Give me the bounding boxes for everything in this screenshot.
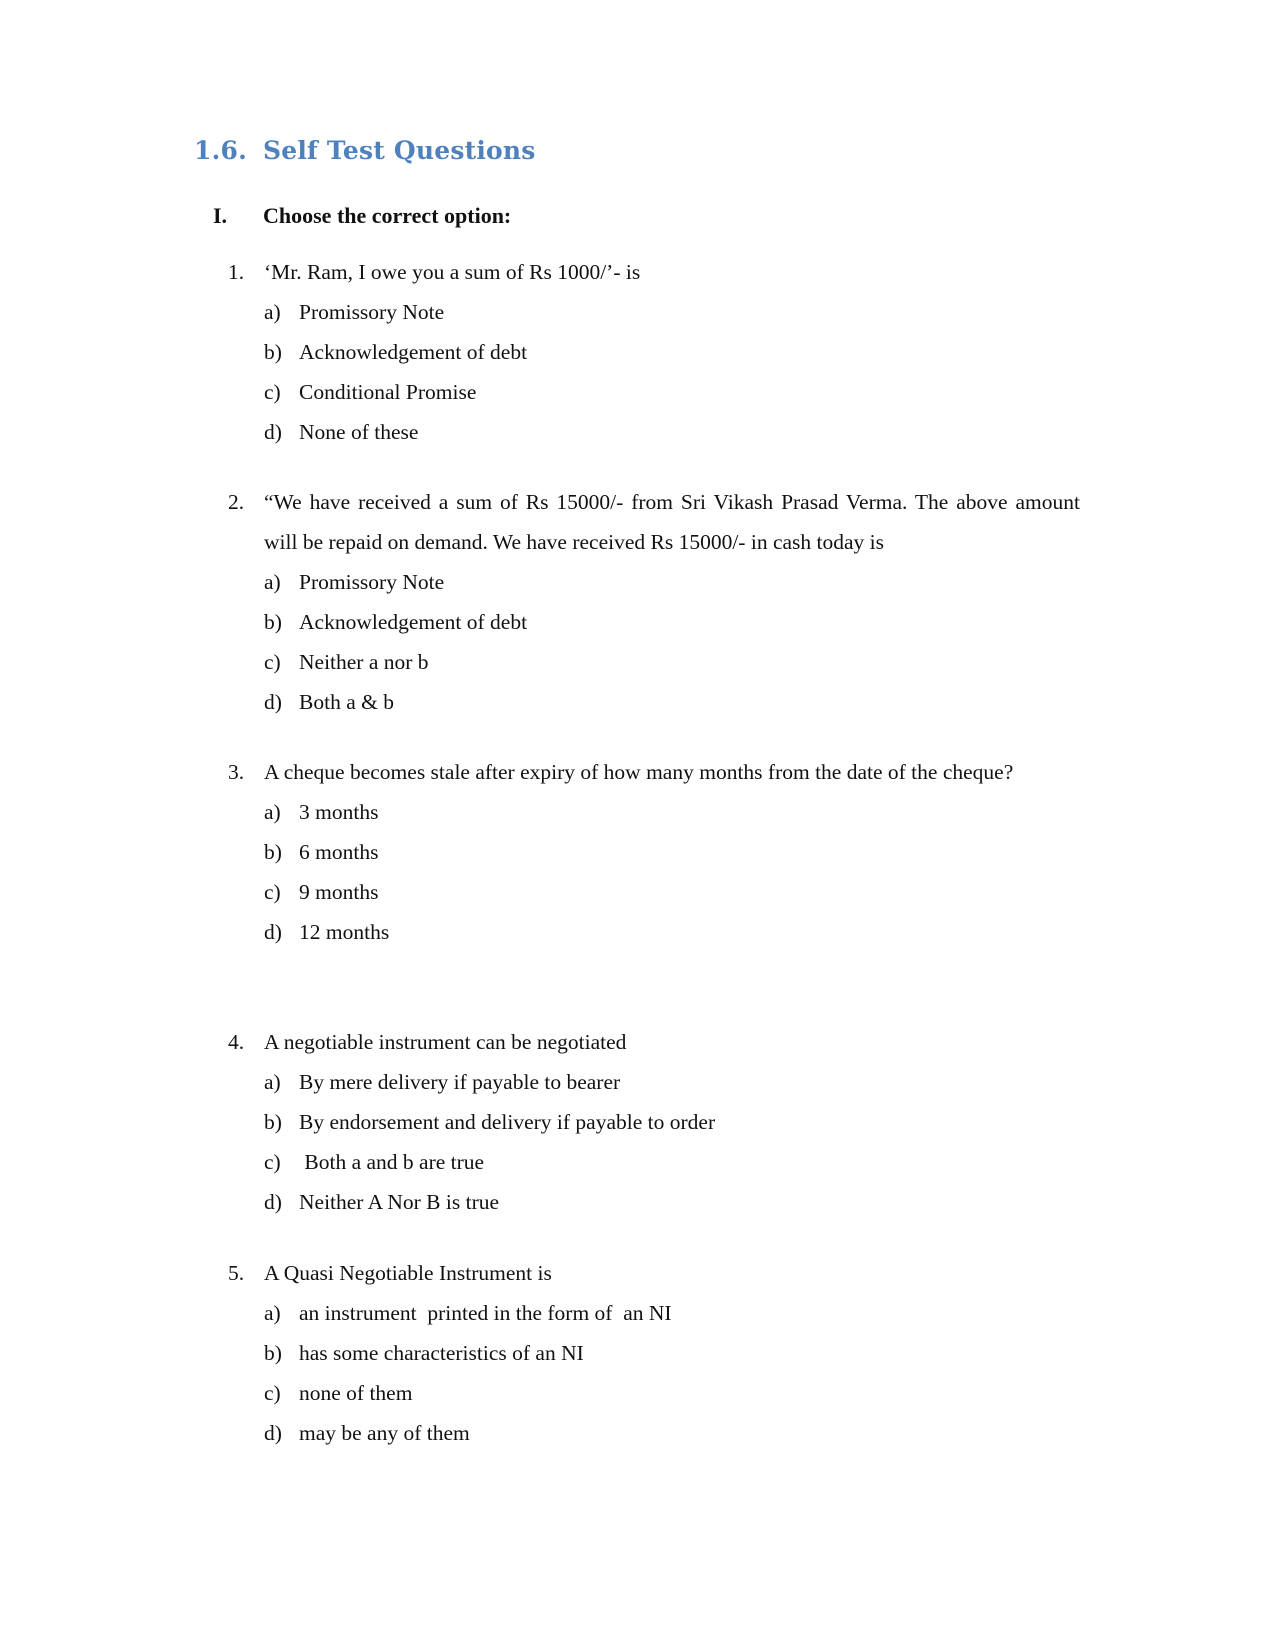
option-text: 9 months — [299, 880, 379, 904]
option-text: may be any of them — [299, 1421, 470, 1445]
option-text: Acknowledgement of debt — [299, 610, 528, 634]
option-c — [264, 1373, 1080, 1413]
option-d — [264, 682, 1080, 722]
option-letter: b) — [264, 840, 282, 864]
option-text: Acknowledgement of debt — [299, 340, 528, 364]
option-text: Conditional Promise — [299, 380, 477, 404]
option-a — [264, 1293, 1080, 1333]
option-b — [264, 832, 1080, 872]
part-numeral: I. — [213, 203, 228, 228]
option-a — [264, 1062, 1080, 1102]
option-text: None of these — [299, 420, 419, 444]
option-text: Promissory Note — [299, 300, 445, 324]
option-d — [264, 1413, 1080, 1453]
option-text: none of them — [299, 1381, 413, 1405]
option-letter: b) — [264, 610, 282, 634]
question-3 — [228, 752, 1080, 952]
option-letter: d) — [264, 1190, 282, 1214]
option-text: Neither A Nor B is true — [299, 1190, 500, 1214]
question-2 — [228, 482, 1080, 722]
option-letter: b) — [264, 1110, 282, 1134]
option-letter: d) — [264, 690, 282, 714]
option-letter: c) — [264, 380, 281, 404]
option-letter: b) — [264, 1341, 282, 1365]
question-text: A Quasi Negotiable Instrument is — [264, 1261, 552, 1285]
question-text: A negotiable instrument can be negotiated — [264, 1030, 627, 1054]
option-letter: a) — [264, 800, 281, 824]
question-5 — [228, 1253, 1080, 1453]
option-letter: c) — [264, 1381, 281, 1405]
option-text: 6 months — [299, 840, 379, 864]
option-letter: c) — [264, 650, 281, 674]
option-text: 12 months — [299, 920, 390, 944]
option-a — [264, 792, 1080, 832]
option-text: By mere delivery if payable to bearer — [299, 1070, 621, 1094]
question-4 — [228, 1022, 1080, 1222]
option-d — [264, 1182, 1080, 1222]
option-d — [264, 412, 1080, 452]
section-number: 1.6. — [194, 136, 247, 165]
question-number: 1. — [228, 260, 245, 284]
question-number: 5. — [228, 1261, 245, 1285]
option-text: By endorsement and delivery if payable to order — [299, 1110, 716, 1134]
option-b — [264, 1102, 1080, 1142]
question-text: A cheque becomes stale after expiry of how many months from the date of the cheque? — [264, 760, 1014, 784]
option-text: Both a & b — [299, 690, 394, 714]
option-text: Neither a nor b — [299, 650, 429, 674]
question-text: ‘Mr. Ram, I owe you a sum of Rs 1000/’- is — [264, 260, 641, 284]
question-text: “We have received a sum of Rs 15000/- from Sri Vikash Prasad Verma. The above amount will be repaid on demand. We have received Rs 15000/- in cash today is — [264, 490, 1080, 554]
option-letter: a) — [264, 300, 281, 324]
option-letter: d) — [264, 920, 282, 944]
option-letter: d) — [264, 420, 282, 444]
option-letter: b) — [264, 340, 282, 364]
option-letter: a) — [264, 1301, 281, 1325]
option-c — [264, 372, 1080, 412]
option-a — [264, 562, 1080, 602]
question-number: 2. — [228, 490, 245, 514]
section-title: Self Test Questions — [263, 136, 536, 165]
option-letter: c) — [264, 880, 281, 904]
option-text: Both a and b are true — [299, 1150, 485, 1174]
part-heading — [213, 203, 511, 229]
option-text: an instrument printed in the form of an NI — [299, 1301, 672, 1325]
option-c — [264, 1142, 1080, 1182]
part-instruction: Choose the correct option: — [263, 203, 512, 228]
question-number: 3. — [228, 760, 245, 784]
option-text: Promissory Note — [299, 570, 445, 594]
option-text: has some characteristics of an NI — [299, 1341, 584, 1365]
option-d — [264, 912, 1080, 952]
option-b — [264, 332, 1080, 372]
section-heading — [194, 136, 536, 165]
option-a — [264, 292, 1080, 332]
option-b — [264, 602, 1080, 642]
option-letter: a) — [264, 1070, 281, 1094]
option-letter: c) — [264, 1150, 281, 1174]
option-text: 3 months — [299, 800, 379, 824]
question-number: 4. — [228, 1030, 245, 1054]
question-1 — [228, 252, 1080, 452]
option-b — [264, 1333, 1080, 1373]
option-c — [264, 642, 1080, 682]
option-letter: d) — [264, 1421, 282, 1445]
option-c — [264, 872, 1080, 912]
option-letter: a) — [264, 570, 281, 594]
